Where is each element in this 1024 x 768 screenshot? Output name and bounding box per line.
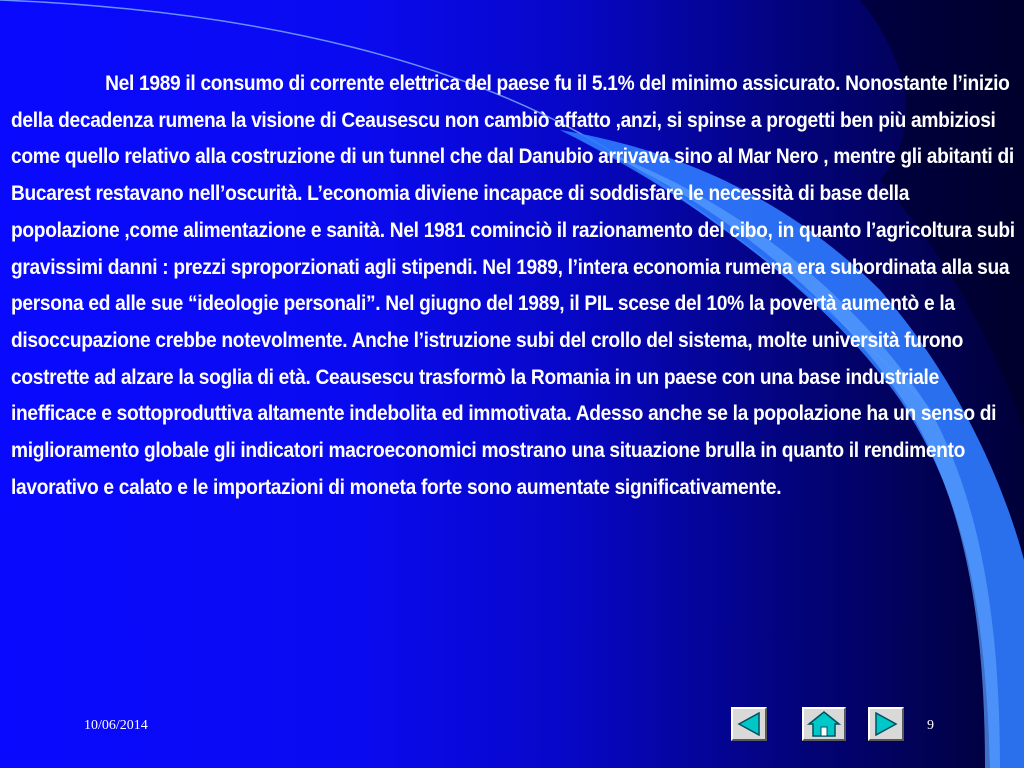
next-slide-button[interactable]: [868, 707, 904, 741]
previous-slide-button[interactable]: [731, 707, 767, 741]
body-paragraph: [11, 66, 1019, 506]
home-slide-button[interactable]: [802, 707, 846, 741]
footer-date: 10/06/2014: [84, 718, 148, 733]
arrow-left-icon: [735, 711, 763, 737]
slide-number: 9: [927, 718, 934, 733]
arrow-right-icon: [872, 711, 900, 737]
home-icon: [807, 710, 841, 738]
body-paragraph-text: Nel 1989 il consumo di corrente elettrica del paese fu il 5.1% del minimo assicurato. Nonostante l’inizio della decadenza rumena la visione di Ceausescu non cambiò affatto ,anzi, si spinse a progetti ben più ambiziosi come quello relativo alla costruzione di un tunnel che dal Danubio arrivava sino al Mar Nero , mentre gli abitanti di Bucarest restavano nell’oscurità. L’economia diviene incapace di soddisfare le necessità di base della popolazione ,come alimentazione e sanità. Nel 1981 cominciò il razionamento del cibo, in quanto l’agricoltura subi gravissimi danni : prezzi sproporzionati agli stipendi. Nel 1989, l’intera economia rumena era subordinata alla sua persona ed alle sue “ideologie personali”. Nel giugno del 1989, il PIL scese del 10% la povertà aumentò e la disoccupazione crebbe notevolmente. Anche l’istruzione subi del crollo del sistema, molte università furono costrette ad alzare la soglia di età. Ceausescu trasformò la Romania in un paese con una base industriale inefficace e sottoproduttiva altamente indebolita ed immotivata. Adesso anche se la popolazione ha un senso di miglioramento globale gli indicatori macroeconomici mostrano una situazione brulla in quanto il rendimento lavorativo e calato e le importazioni di moneta forte sono aumentate significativamente.: [11, 72, 1015, 499]
